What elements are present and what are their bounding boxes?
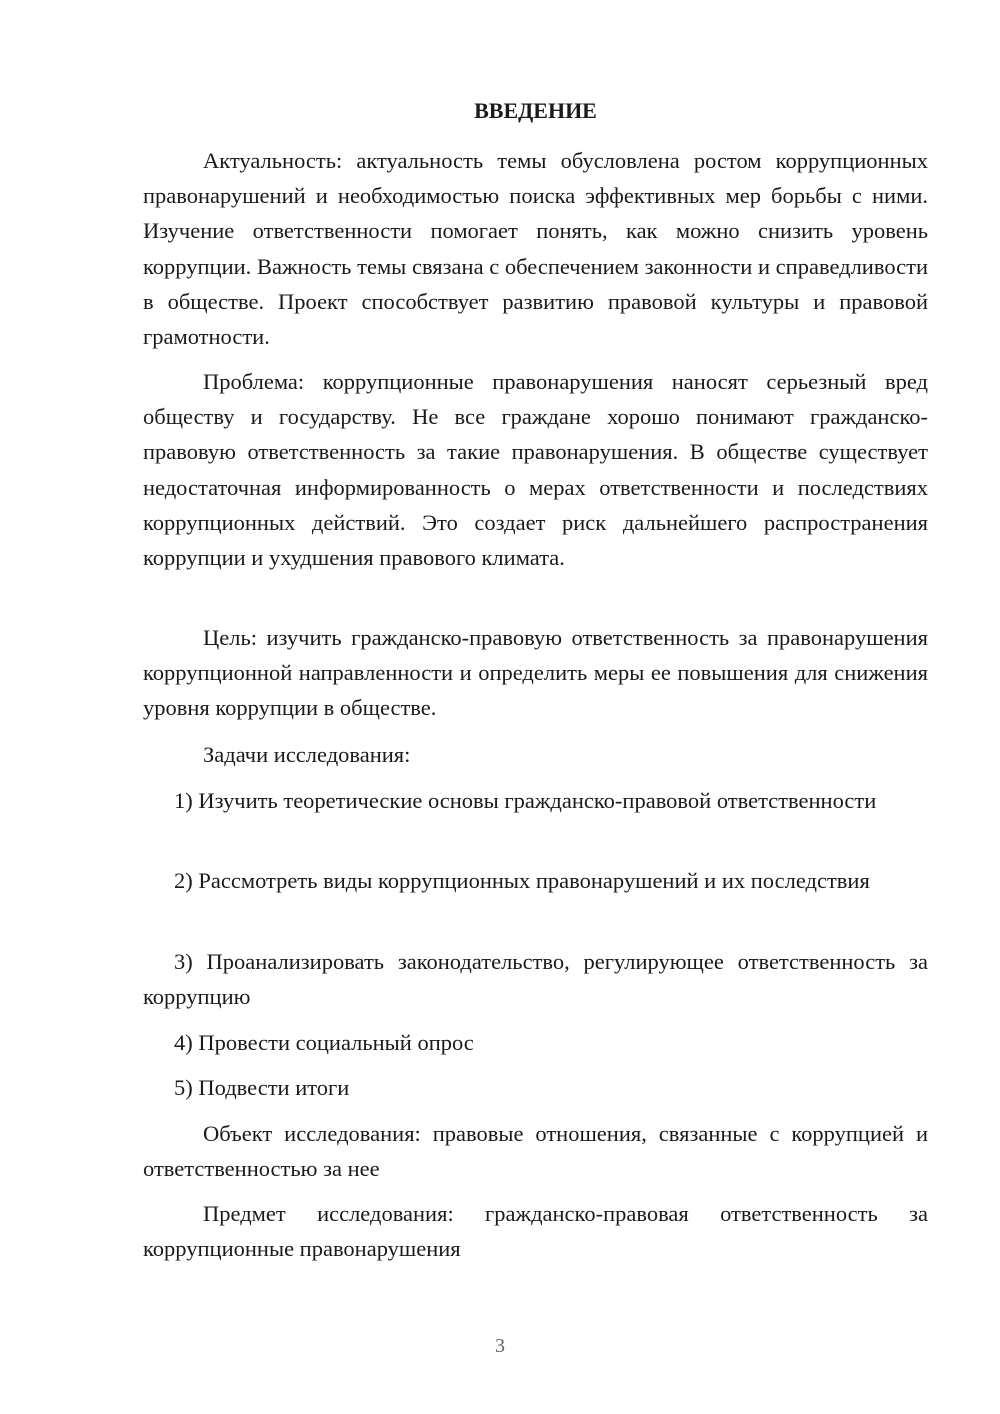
task-item-5: 5) Подвести итоги <box>174 1075 350 1100</box>
paragraph-goal: Цель: изучить гражданско-правовую ответственность за правонарушения коррупционной направленности и определить меры ее повышения для снижения уровня коррупции в обществе. <box>143 625 928 721</box>
tasks-heading: Задачи исследования: <box>203 742 411 767</box>
task-item-1: 1) Изучить теоретические основы гражданско-правовой ответственности <box>174 788 877 813</box>
paragraph-relevance: Актуальность: актуальность темы обусловлена ростом коррупционных правонарушений и необходимостью поиска эффективных мер борьбы с ними. Изучение ответственности помогает понять, как можно снизить уровень коррупции. Важность темы связана с обеспечением законности и справедливости в обществе. Проект способствует развитию правовой культуры и правовой грамотности. <box>143 148 928 350</box>
task-item-4: 4) Провести социальный опрос <box>174 1030 474 1055</box>
paragraph-subject: Предмет исследования: гражданско-правовая ответственность за коррупционные правонарушения <box>143 1201 928 1262</box>
page-number: 3 <box>495 1335 505 1357</box>
task-item-3: 3) Проанализировать законодательство, регулирующее ответственность за коррупцию <box>143 949 928 1010</box>
section-heading: ВВЕДЕНИЕ <box>474 98 597 123</box>
paragraph-object: Объект исследования: правовые отношения, связанные с коррупцией и ответственностью за нее <box>143 1121 928 1182</box>
paragraph-problem: Проблема: коррупционные правонарушения наносят серьезный вред обществу и государству. Не все граждане хорошо понимают гражданско-правовую ответственность за такие правонарушения. В обществе существует недостаточная информированность о мерах ответственности и последствиях коррупционных действий. Это создает риск дальнейшего распространения коррупции и ухудшения правового климата. <box>143 369 928 571</box>
task-item-2: 2) Рассмотреть виды коррупционных правонарушений и их последствия <box>174 868 870 893</box>
